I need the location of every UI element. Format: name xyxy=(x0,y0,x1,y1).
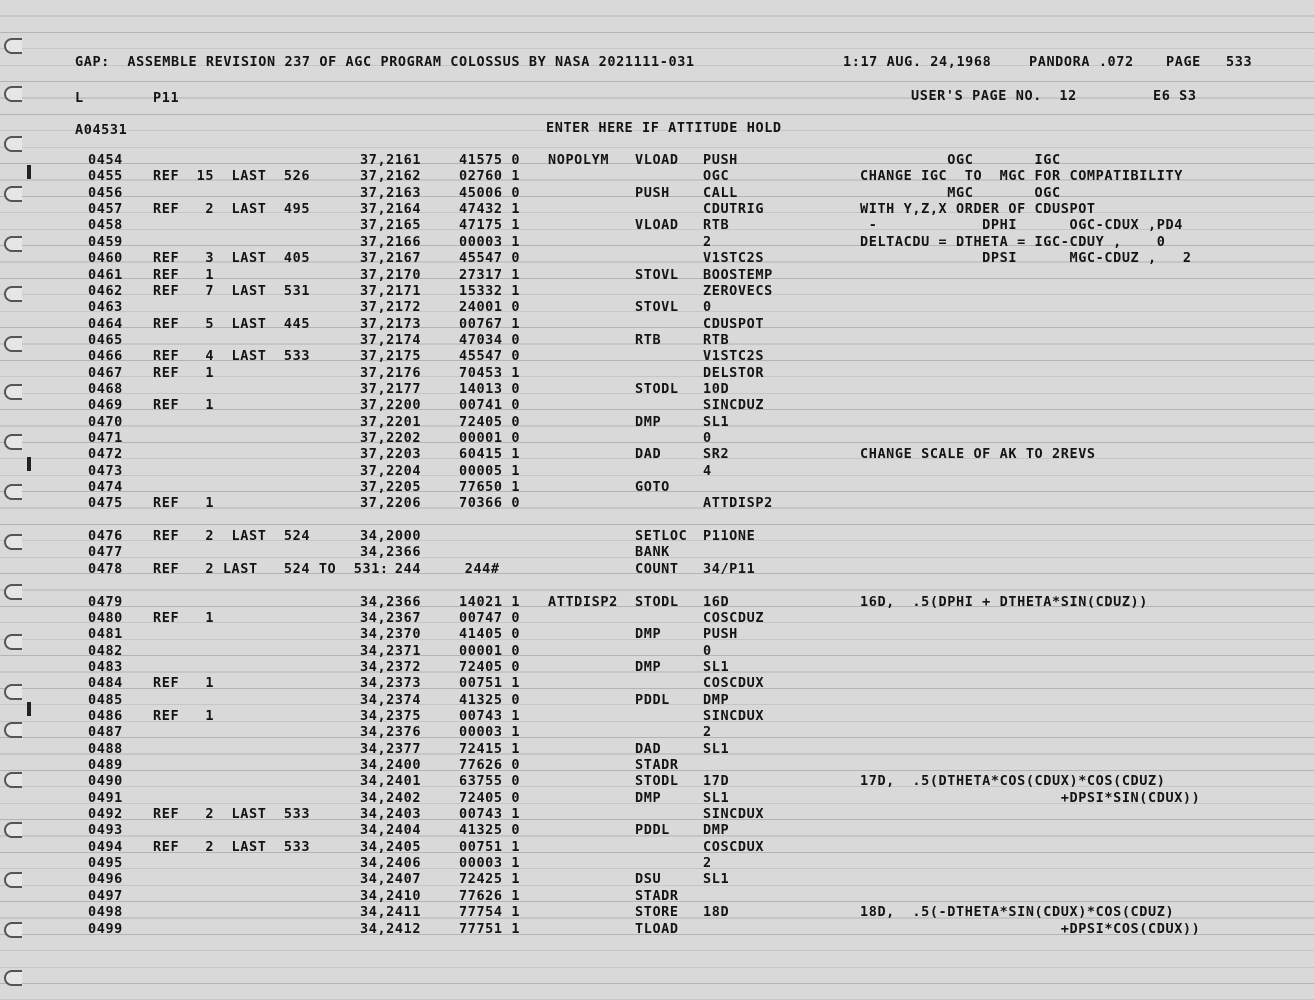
row-address: 37,2175 xyxy=(360,348,422,365)
row-comment: 17D, .5(DTHETA*COS(CDUX)*COS(CDUZ) xyxy=(860,773,1166,790)
row-opcode: VLOAD xyxy=(635,152,679,168)
row-operand: DMP xyxy=(703,822,730,839)
row-octal-word: 41325 0 xyxy=(459,822,521,839)
row-line-number: 0490 xyxy=(88,773,123,790)
row-octal-word: 63755 0 xyxy=(459,773,521,790)
row-line-number: 0481 xyxy=(88,626,123,643)
row-opcode: STODL xyxy=(635,380,679,397)
row-operand: PUSH xyxy=(703,152,738,168)
row-address: 34,2370 xyxy=(360,626,422,643)
row-opcode: PDDL xyxy=(635,691,670,708)
row-octal-word: 00743 1 xyxy=(459,806,521,822)
row-octal-word: 00003 1 xyxy=(459,724,521,741)
row-address: 244 244# xyxy=(360,560,500,577)
row-comment: 16D, .5(DPHI + DTHETA*SIN(CDUZ)) xyxy=(860,593,1149,610)
header-title: GAP: ASSEMBLE REVISION 237 OF AGC PROGRAM COLOSSUS BY NASA 2021111-031 xyxy=(75,54,695,70)
row-opcode: STADR xyxy=(635,757,679,773)
row-line-number: 0477 xyxy=(88,544,123,561)
feed-hole xyxy=(4,970,22,986)
feed-hole xyxy=(4,38,22,54)
row-address: 37,2163 xyxy=(360,184,422,201)
row-comment: +DPSI*SIN(CDUX)) xyxy=(860,789,1201,806)
row-operand: 2 xyxy=(703,724,712,741)
row-octal-word: 72405 0 xyxy=(459,789,521,806)
row-comment: WITH Y,Z,X ORDER OF CDUSPOT xyxy=(860,201,1096,218)
row-operand: P11ONE xyxy=(703,528,756,544)
row-line-number: 0484 xyxy=(88,675,123,692)
feed-hole xyxy=(4,384,22,400)
row-address: 34,2377 xyxy=(360,740,422,757)
row-octal-word: 72405 0 xyxy=(459,413,521,430)
row-line-number: 0487 xyxy=(88,724,123,741)
row-octal-word: 00743 1 xyxy=(459,707,521,724)
row-operand: V1STC2S xyxy=(703,348,765,365)
row-label: ATTDISP2 xyxy=(548,593,618,610)
row-octal-word: 60415 1 xyxy=(459,446,521,463)
row-line-number: 0473 xyxy=(88,462,123,479)
row-ref-info: REF 1 xyxy=(153,495,215,512)
row-address: 34,2406 xyxy=(360,855,422,872)
row-octal-word: 00003 1 xyxy=(459,855,521,872)
row-operand: COSCDUZ xyxy=(703,609,765,626)
row-address: 37,2206 xyxy=(360,495,422,512)
row-line-number: 0471 xyxy=(88,430,123,446)
row-line-number: 0483 xyxy=(88,658,123,675)
margin-mark xyxy=(27,457,31,471)
row-opcode: SETLOC xyxy=(635,528,688,544)
row-operand: DELSTOR xyxy=(703,364,765,381)
row-ref-info: REF 1 xyxy=(153,266,215,283)
row-line-number: 0475 xyxy=(88,495,123,512)
section-heading: ENTER HERE IF ATTITUDE HOLD xyxy=(546,120,782,136)
row-comment: DELTACDU = DTHETA = IGC-CDUY , 0 xyxy=(860,233,1166,250)
row-octal-word: 00001 0 xyxy=(459,642,521,659)
row-line-number: 0479 xyxy=(88,593,123,610)
row-address: 34,2366 xyxy=(360,544,422,561)
row-octal-word: 14013 0 xyxy=(459,380,521,397)
row-operand: SL1 xyxy=(703,789,730,806)
row-operand: SINCDUZ xyxy=(703,397,765,414)
row-address: 37,2167 xyxy=(360,250,422,267)
row-comment: OGC IGC xyxy=(860,152,1061,168)
row-ref-info: REF 2 LAST 524 TO 531: xyxy=(153,560,389,577)
row-operand: V1STC2S xyxy=(703,250,765,267)
row-line-number: 0467 xyxy=(88,364,123,381)
row-operand: ATTDISP2 xyxy=(703,495,773,512)
row-address: 37,2177 xyxy=(360,380,422,397)
row-octal-word: 00751 1 xyxy=(459,838,521,855)
subheader-code: E6 S3 xyxy=(1153,88,1197,104)
row-opcode: DAD xyxy=(635,446,662,463)
row-ref-info: REF 4 LAST 533 xyxy=(153,348,311,365)
row-opcode: RTB xyxy=(635,331,662,348)
row-comment: 18D, .5(-DTHETA*SIN(CDUX)*COS(CDUZ) xyxy=(860,904,1175,921)
row-octal-word: 77751 1 xyxy=(459,920,521,937)
row-address: 34,2375 xyxy=(360,707,422,724)
row-ref-info: REF 2 LAST 524 xyxy=(153,528,311,544)
row-octal-word: 41405 0 xyxy=(459,626,521,643)
row-address: 34,2000 xyxy=(360,528,422,544)
tractor-feed-holes xyxy=(0,0,30,1000)
row-octal-word: 70366 0 xyxy=(459,495,521,512)
feed-hole xyxy=(4,236,22,252)
row-operand: CALL xyxy=(703,184,738,201)
log-id: A04531 xyxy=(75,122,128,138)
row-opcode: BANK xyxy=(635,544,670,561)
row-address: 37,2201 xyxy=(360,413,422,430)
row-line-number: 0492 xyxy=(88,806,123,822)
row-line-number: 0469 xyxy=(88,397,123,414)
row-line-number: 0499 xyxy=(88,920,123,937)
row-octal-word: 45006 0 xyxy=(459,184,521,201)
row-line-number: 0470 xyxy=(88,413,123,430)
row-line-number: 0463 xyxy=(88,299,123,316)
row-octal-word: 77626 0 xyxy=(459,757,521,773)
header-page-number: 533 xyxy=(1226,54,1253,70)
row-line-number: 0485 xyxy=(88,691,123,708)
row-ref-info: REF 3 LAST 405 xyxy=(153,250,311,267)
row-comment: CHANGE IGC TO MGC FOR COMPATIBILITY xyxy=(860,168,1183,185)
row-octal-word: 47432 1 xyxy=(459,201,521,218)
row-opcode: STODL xyxy=(635,593,679,610)
row-opcode: DAD xyxy=(635,740,662,757)
row-opcode: TLOAD xyxy=(635,920,679,937)
row-opcode: DMP xyxy=(635,658,662,675)
feed-hole xyxy=(4,186,22,202)
row-address: 34,2367 xyxy=(360,609,422,626)
row-line-number: 0486 xyxy=(88,707,123,724)
row-operand: 2 xyxy=(703,855,712,872)
row-comment: CHANGE SCALE OF AK TO 2REVS xyxy=(860,446,1096,463)
header-time: 1:17 AUG. 24,1968 xyxy=(843,54,992,70)
feed-hole xyxy=(4,922,22,938)
row-ref-info: REF 1 xyxy=(153,364,215,381)
row-operand: BOOSTEMP xyxy=(703,266,773,283)
row-address: 37,2171 xyxy=(360,282,422,299)
row-line-number: 0464 xyxy=(88,315,123,332)
row-line-number: 0454 xyxy=(88,152,123,168)
row-operand: SL1 xyxy=(703,413,730,430)
row-line-number: 0476 xyxy=(88,528,123,544)
row-octal-word: 00751 1 xyxy=(459,675,521,692)
row-ref-info: REF 15 LAST 526 xyxy=(153,168,311,185)
row-opcode: DMP xyxy=(635,789,662,806)
row-octal-word: 77754 1 xyxy=(459,904,521,921)
row-operand: SINCDUX xyxy=(703,707,765,724)
row-operand: RTB xyxy=(703,217,730,234)
row-address: 34,2403 xyxy=(360,806,422,822)
row-opcode: DMP xyxy=(635,626,662,643)
row-line-number: 0478 xyxy=(88,560,123,577)
row-operand: SL1 xyxy=(703,740,730,757)
row-octal-word: 45547 0 xyxy=(459,250,521,267)
row-operand: SL1 xyxy=(703,658,730,675)
row-operand: SR2 xyxy=(703,446,730,463)
row-operand: SL1 xyxy=(703,871,730,888)
subheader-left: L xyxy=(75,90,84,106)
row-octal-word: 41575 0 xyxy=(459,152,521,168)
users-page: USER'S PAGE NO. 12 xyxy=(911,88,1077,104)
row-line-number: 0495 xyxy=(88,855,123,872)
row-line-number: 0461 xyxy=(88,266,123,283)
row-ref-info: REF 2 LAST 495 xyxy=(153,201,311,218)
row-ref-info: REF 5 LAST 445 xyxy=(153,315,311,332)
row-line-number: 0468 xyxy=(88,380,123,397)
row-opcode: STODL xyxy=(635,773,679,790)
row-line-number: 0460 xyxy=(88,250,123,267)
row-operand: 16D xyxy=(703,593,730,610)
row-line-number: 0457 xyxy=(88,201,123,218)
row-octal-word: 72415 1 xyxy=(459,740,521,757)
feed-hole xyxy=(4,484,22,500)
header-system: PANDORA .072 xyxy=(1029,54,1134,70)
row-octal-word: 47175 1 xyxy=(459,217,521,234)
row-address: 34,2404 xyxy=(360,822,422,839)
row-operand: 34/P11 xyxy=(703,560,756,577)
row-address: 34,2401 xyxy=(360,773,422,790)
row-comment: DPSI MGC-CDUZ , 2 xyxy=(860,250,1192,267)
row-ref-info: REF 1 xyxy=(153,609,215,626)
row-line-number: 0455 xyxy=(88,168,123,185)
row-address: 34,2371 xyxy=(360,642,422,659)
row-address: 37,2164 xyxy=(360,201,422,218)
row-line-number: 0497 xyxy=(88,887,123,904)
row-line-number: 0496 xyxy=(88,871,123,888)
row-address: 37,2161 xyxy=(360,152,422,168)
row-address: 37,2162 xyxy=(360,168,422,185)
row-line-number: 0489 xyxy=(88,757,123,773)
row-address: 34,2410 xyxy=(360,887,422,904)
feed-hole xyxy=(4,684,22,700)
row-address: 34,2373 xyxy=(360,675,422,692)
row-address: 37,2176 xyxy=(360,364,422,381)
row-address: 37,2203 xyxy=(360,446,422,463)
row-octal-word: 24001 0 xyxy=(459,299,521,316)
row-address: 34,2402 xyxy=(360,789,422,806)
row-octal-word: 00747 0 xyxy=(459,609,521,626)
row-address: 37,2204 xyxy=(360,462,422,479)
feed-hole xyxy=(4,286,22,302)
row-operand: CDUTRIG xyxy=(703,201,765,218)
row-octal-word: 14021 1 xyxy=(459,593,521,610)
row-octal-word: 77650 1 xyxy=(459,479,521,495)
row-ref-info: REF 1 xyxy=(153,707,215,724)
row-operand: 0 xyxy=(703,430,712,446)
feed-hole xyxy=(4,136,22,152)
feed-hole xyxy=(4,722,22,738)
row-octal-word: 02760 1 xyxy=(459,168,521,185)
row-address: 37,2166 xyxy=(360,233,422,250)
row-octal-word: 72425 1 xyxy=(459,871,521,888)
row-operand: 4 xyxy=(703,462,712,479)
row-opcode: GOTO xyxy=(635,479,670,495)
row-opcode: DSU xyxy=(635,871,662,888)
row-line-number: 0459 xyxy=(88,233,123,250)
row-operand: 0 xyxy=(703,642,712,659)
row-operand: CDUSPOT xyxy=(703,315,765,332)
row-line-number: 0491 xyxy=(88,789,123,806)
feed-hole xyxy=(4,336,22,352)
row-octal-word: 00003 1 xyxy=(459,233,521,250)
margin-mark xyxy=(27,702,31,716)
row-operand: SINCDUX xyxy=(703,806,765,822)
row-address: 34,2366 xyxy=(360,593,422,610)
row-octal-word: 00005 1 xyxy=(459,462,521,479)
row-address: 37,2170 xyxy=(360,266,422,283)
row-line-number: 0472 xyxy=(88,446,123,463)
row-operand: ZEROVECS xyxy=(703,282,773,299)
row-address: 34,2405 xyxy=(360,838,422,855)
row-octal-word: 00741 0 xyxy=(459,397,521,414)
row-address: 37,2205 xyxy=(360,479,422,495)
row-opcode: COUNT xyxy=(635,560,679,577)
feed-hole xyxy=(4,86,22,102)
row-address: 34,2407 xyxy=(360,871,422,888)
row-opcode: STOVL xyxy=(635,266,679,283)
subheader-section: P11 xyxy=(153,90,180,106)
row-opcode: PUSH xyxy=(635,184,670,201)
row-line-number: 0482 xyxy=(88,642,123,659)
row-line-number: 0474 xyxy=(88,479,123,495)
row-octal-word: 72405 0 xyxy=(459,658,521,675)
row-operand: PUSH xyxy=(703,626,738,643)
row-octal-word: 45547 0 xyxy=(459,348,521,365)
row-operand: RTB xyxy=(703,331,730,348)
row-ref-info: REF 2 LAST 533 xyxy=(153,838,311,855)
feed-hole xyxy=(4,634,22,650)
row-comment: +DPSI*COS(CDUX)) xyxy=(860,920,1201,937)
row-ref-info: REF 1 xyxy=(153,397,215,414)
row-address: 37,2165 xyxy=(360,217,422,234)
row-octal-word: 41325 0 xyxy=(459,691,521,708)
row-comment: MGC OGC xyxy=(860,184,1061,201)
feed-hole xyxy=(4,434,22,450)
row-address: 37,2200 xyxy=(360,397,422,414)
row-operand: COSCDUX xyxy=(703,675,765,692)
feed-hole xyxy=(4,872,22,888)
row-operand: 10D xyxy=(703,380,730,397)
feed-hole xyxy=(4,534,22,550)
row-octal-word: 27317 1 xyxy=(459,266,521,283)
margin-mark xyxy=(27,165,31,179)
row-line-number: 0493 xyxy=(88,822,123,839)
feed-hole xyxy=(4,584,22,600)
row-line-number: 0465 xyxy=(88,331,123,348)
row-address: 34,2400 xyxy=(360,757,422,773)
row-line-number: 0466 xyxy=(88,348,123,365)
row-operand: 2 xyxy=(703,233,712,250)
row-octal-word: 15332 1 xyxy=(459,282,521,299)
row-opcode: DMP xyxy=(635,413,662,430)
row-comment: - DPHI OGC-CDUX ,PD4 xyxy=(860,217,1183,234)
row-line-number: 0480 xyxy=(88,609,123,626)
row-address: 37,2173 xyxy=(360,315,422,332)
row-line-number: 0456 xyxy=(88,184,123,201)
header-page-label: PAGE xyxy=(1166,54,1201,70)
row-address: 34,2372 xyxy=(360,658,422,675)
row-opcode: STADR xyxy=(635,887,679,904)
row-octal-word: 00001 0 xyxy=(459,430,521,446)
row-operand: OGC xyxy=(703,168,730,185)
feed-hole xyxy=(4,772,22,788)
row-label: NOPOLYM xyxy=(548,152,610,168)
row-operand: 0 xyxy=(703,299,712,316)
row-address: 34,2411 xyxy=(360,904,422,921)
row-octal-word: 47034 0 xyxy=(459,331,521,348)
row-line-number: 0462 xyxy=(88,282,123,299)
row-opcode: STOVL xyxy=(635,299,679,316)
row-line-number: 0458 xyxy=(88,217,123,234)
row-ref-info: REF 2 LAST 533 xyxy=(153,806,311,822)
row-octal-word: 00767 1 xyxy=(459,315,521,332)
row-operand: 18D xyxy=(703,904,730,921)
row-line-number: 0488 xyxy=(88,740,123,757)
row-opcode: VLOAD xyxy=(635,217,679,234)
row-operand: DMP xyxy=(703,691,730,708)
row-octal-word: 70453 1 xyxy=(459,364,521,381)
row-ref-info: REF 1 xyxy=(153,675,215,692)
row-address: 34,2412 xyxy=(360,920,422,937)
row-address: 34,2376 xyxy=(360,724,422,741)
row-line-number: 0498 xyxy=(88,904,123,921)
row-address: 37,2172 xyxy=(360,299,422,316)
row-line-number: 0494 xyxy=(88,838,123,855)
row-opcode: PDDL xyxy=(635,822,670,839)
feed-hole xyxy=(4,822,22,838)
row-operand: COSCDUX xyxy=(703,838,765,855)
row-opcode: STORE xyxy=(635,904,679,921)
row-address: 34,2374 xyxy=(360,691,422,708)
row-address: 37,2202 xyxy=(360,430,422,446)
row-octal-word: 77626 1 xyxy=(459,887,521,904)
row-address: 37,2174 xyxy=(360,331,422,348)
row-ref-info: REF 7 LAST 531 xyxy=(153,282,311,299)
row-operand: 17D xyxy=(703,773,730,790)
